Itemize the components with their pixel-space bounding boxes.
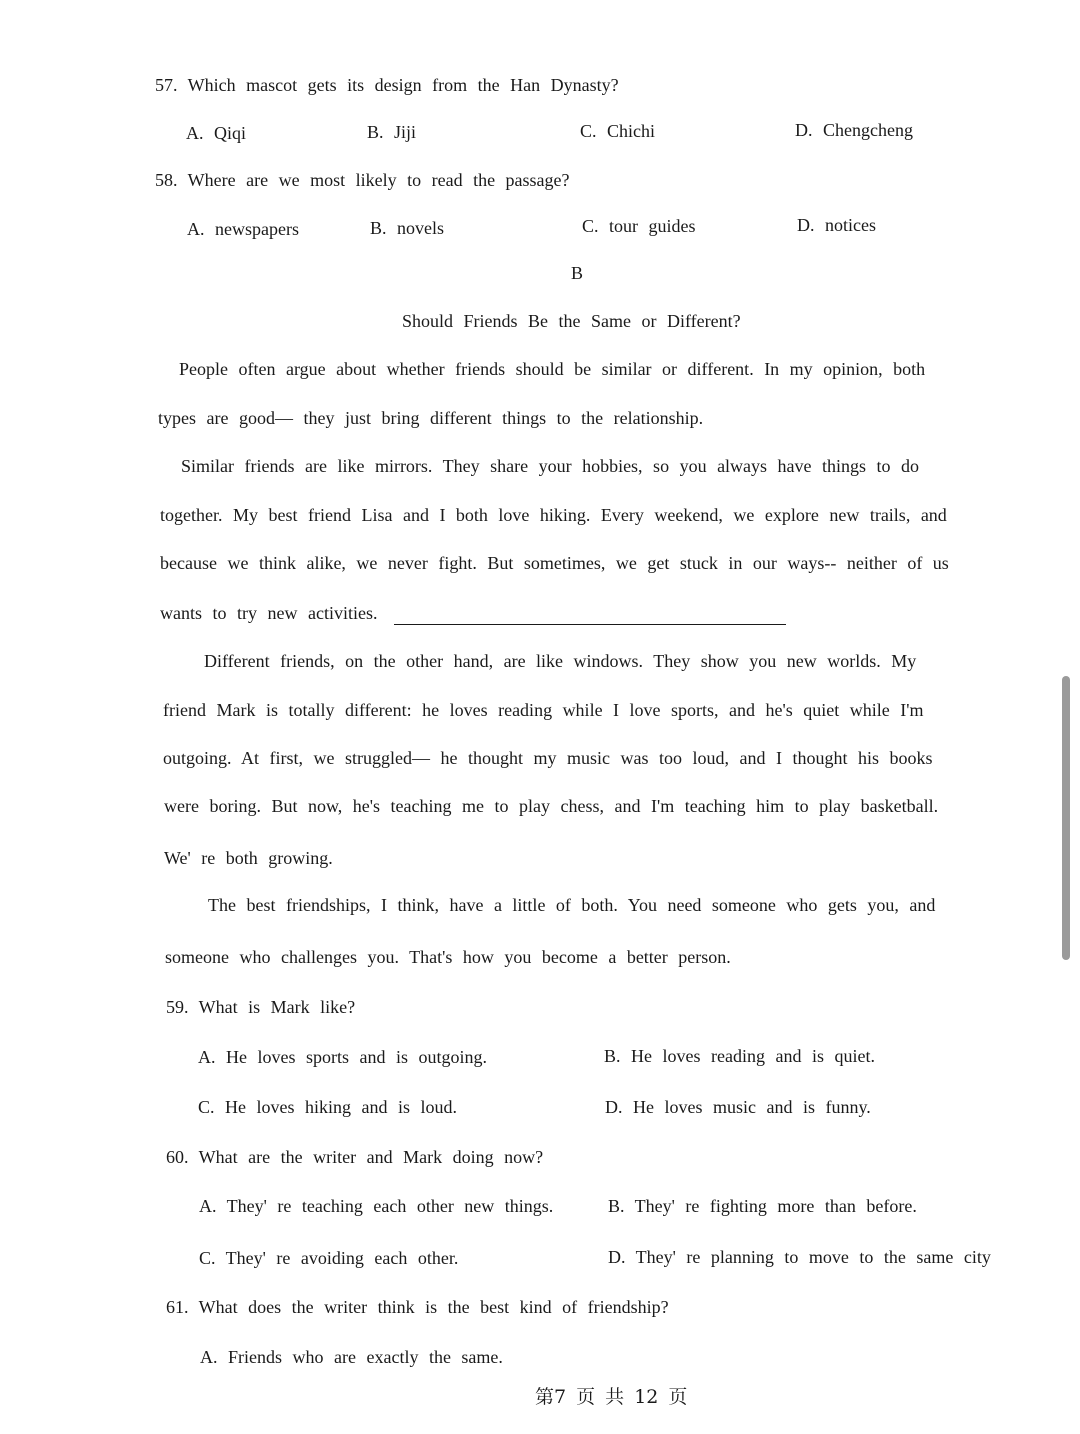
question-59-option-b: B. He loves reading and is quiet. (604, 1046, 875, 1066)
question-57-option-b: B. Jiji (367, 122, 417, 142)
section-label: B (571, 263, 584, 283)
passage-line: People often argue about whether friends should be similar or different. In my opinion, both (179, 359, 926, 379)
question-58-option-d: D. notices (797, 215, 876, 235)
page-number-footer: 第7 页 共 12 页 (535, 1386, 688, 1408)
passage-line: outgoing. At first, we struggled— he thought my music was too loud, and I thought his books (163, 748, 933, 768)
question-57-option-c: C. Chichi (580, 121, 656, 141)
passage-line: together. My best friend Lisa and I both love hiking. Every weekend, we explore new trails, and (160, 505, 947, 525)
question-60-option-a: A. They' re teaching each other new things. (199, 1196, 554, 1216)
passage-line: We' re both growing. (164, 848, 333, 868)
question-57-stem: 57. Which mascot gets its design from the Han Dynasty? (155, 75, 619, 95)
passage-line: The best friendships, I think, have a little of both. You need someone who gets you, and (208, 895, 936, 915)
answer-blank-line (394, 624, 786, 625)
question-58-option-a: A. newspapers (187, 219, 299, 239)
passage-line: friend Mark is totally different: he loves reading while I love sports, and he's quiet while I'm (163, 700, 924, 720)
question-61-option-a: A. Friends who are exactly the same. (200, 1347, 503, 1367)
passage-line: Different friends, on the other hand, are like windows. They show you new worlds. My (204, 651, 917, 671)
passage-line: were boring. But now, he's teaching me to play chess, and I'm teaching him to play basketball. (164, 796, 939, 816)
question-59-stem: 59. What is Mark like? (166, 997, 356, 1017)
passage-line: Similar friends are like mirrors. They share your hobbies, so you always have things to do (181, 456, 920, 476)
question-59-option-a: A. He loves sports and is outgoing. (198, 1047, 487, 1067)
question-60-option-d: D. They' re planning to move to the same city (608, 1247, 991, 1267)
question-60-option-b: B. They' re fighting more than before. (608, 1196, 917, 1216)
question-58-option-c: C. tour guides (582, 216, 696, 236)
question-57-option-d: D. Chengcheng (795, 120, 913, 140)
question-61-stem: 61. What does the writer think is the best kind of friendship? (166, 1297, 669, 1317)
passage-line: because we think alike, we never fight. But sometimes, we get stuck in our ways-- neither of us (160, 553, 949, 573)
question-58-stem: 58. Where are we most likely to read the passage? (155, 170, 570, 190)
question-57-option-a: A. Qiqi (186, 123, 246, 143)
passage-line: someone who challenges you. That's how you become a better person. (165, 947, 731, 967)
vertical-scrollbar[interactable] (1062, 676, 1070, 960)
question-60-stem: 60. What are the writer and Mark doing now? (166, 1147, 544, 1167)
passage-title: Should Friends Be the Same or Different? (402, 311, 741, 331)
passage-line: wants to try new activities. (160, 603, 378, 623)
question-59-option-d: D. He loves music and is funny. (605, 1097, 871, 1117)
question-58-option-b: B. novels (370, 218, 445, 238)
question-59-option-c: C. He loves hiking and is loud. (198, 1097, 457, 1117)
question-60-option-c: C. They' re avoiding each other. (199, 1248, 459, 1268)
passage-line: types are good— they just bring different things to the relationship. (158, 408, 704, 428)
